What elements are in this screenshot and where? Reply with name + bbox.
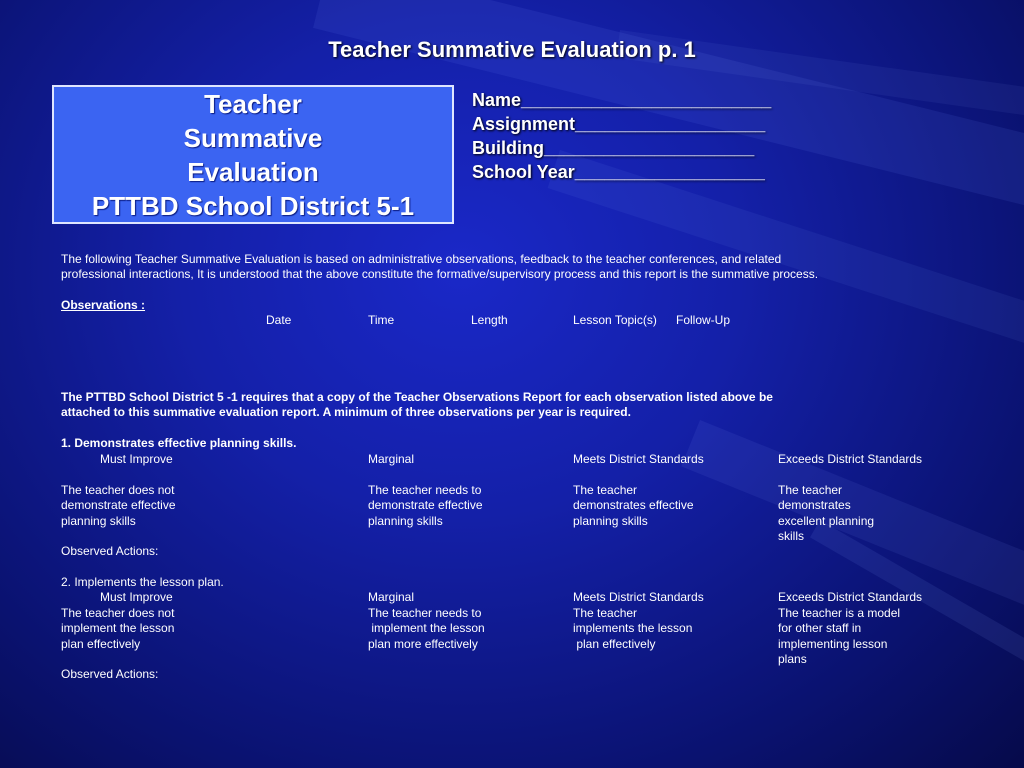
section-1-heading: 1. Demonstrates effective planning skills.: [61, 436, 297, 450]
intro-line: The following Teacher Summative Evaluation is based on administrative observations, feedback to the teacher conferences, and related: [61, 252, 782, 266]
info-fields: [472, 88, 771, 184]
level-marginal: Marginal: [368, 452, 415, 466]
description-line: excellent planning: [778, 514, 875, 528]
description-line: planning skills: [61, 514, 136, 528]
description-line: implement the lesson: [61, 621, 175, 635]
description-line: The teacher needs to: [368, 483, 482, 497]
description-line: The teacher needs to: [368, 606, 482, 620]
level-exceeds: Exceeds District Standards: [778, 452, 923, 466]
title-box-line: Evaluation: [187, 156, 319, 187]
name-field[interactable]: Name_________________________: [472, 90, 772, 110]
level-must-improve: Must Improve: [100, 452, 173, 466]
description-line: implementing lesson: [778, 637, 888, 651]
column-date: Date: [266, 313, 292, 327]
building-field[interactable]: Building_____________________: [472, 138, 755, 158]
title-box-line: Summative: [183, 122, 323, 153]
description-line: planning skills: [573, 514, 648, 528]
column-lesson-topics: Lesson Topic(s): [573, 313, 657, 327]
description-line: demonstrate effective: [368, 498, 483, 512]
description-line: implement the lesson: [368, 621, 485, 635]
level-meets: Meets District Standards: [573, 590, 704, 604]
column-time: Time: [368, 313, 395, 327]
section-2-heading: 2. Implements the lesson plan.: [61, 575, 224, 589]
description-line: planning skills: [368, 514, 443, 528]
observed-actions-label: Observed Actions:: [61, 667, 159, 681]
description-line: The teacher: [778, 483, 843, 497]
description-line: plan effectively: [61, 637, 141, 651]
level-marginal: Marginal: [368, 590, 415, 604]
description-line: skills: [778, 529, 804, 543]
school-year-field[interactable]: School Year___________________: [472, 162, 765, 182]
description-line: for other staff in: [778, 621, 862, 635]
assignment-field[interactable]: Assignment___________________: [472, 114, 766, 134]
level-exceeds: Exceeds District Standards: [778, 590, 923, 604]
description-line: The teacher is a model: [778, 606, 901, 620]
level-meets: Meets District Standards: [573, 452, 704, 466]
requirement-line: attached to this summative evaluation report. A minimum of three observations per year is required.: [61, 405, 631, 419]
description-line: plan more effectively: [368, 637, 478, 651]
description-line: demonstrates: [778, 498, 851, 512]
title-box-line: Teacher: [204, 88, 302, 119]
description-line: The teacher: [573, 606, 638, 620]
description-line: plans: [778, 652, 807, 666]
description-line: implements the lesson: [573, 621, 693, 635]
title-box-line: PTTBD School District 5-1: [91, 190, 415, 221]
description-line: The teacher: [573, 483, 638, 497]
title-box: [52, 85, 454, 224]
column-length: Length: [471, 313, 508, 327]
description-line: The teacher does not: [61, 483, 175, 497]
observations-heading: Observations :: [61, 298, 146, 312]
column-follow-up: Follow-Up: [676, 313, 731, 327]
intro-line: professional interactions, It is understood that the above constitute the formative/supervisory process and this report is the summative process.: [61, 267, 819, 281]
description-line: The teacher does not: [61, 606, 175, 620]
description-line: demonstrates effective: [573, 498, 694, 512]
observed-actions-label: Observed Actions:: [61, 544, 159, 558]
page-title: Teacher Summative Evaluation p. 1: [328, 37, 696, 62]
description-line: plan effectively: [573, 637, 656, 651]
description-line: demonstrate effective: [61, 498, 176, 512]
requirement-line: The PTTBD School District 5 -1 requires that a copy of the Teacher Observations Report for each observation listed above be: [61, 390, 773, 404]
level-must-improve: Must Improve: [100, 590, 173, 604]
